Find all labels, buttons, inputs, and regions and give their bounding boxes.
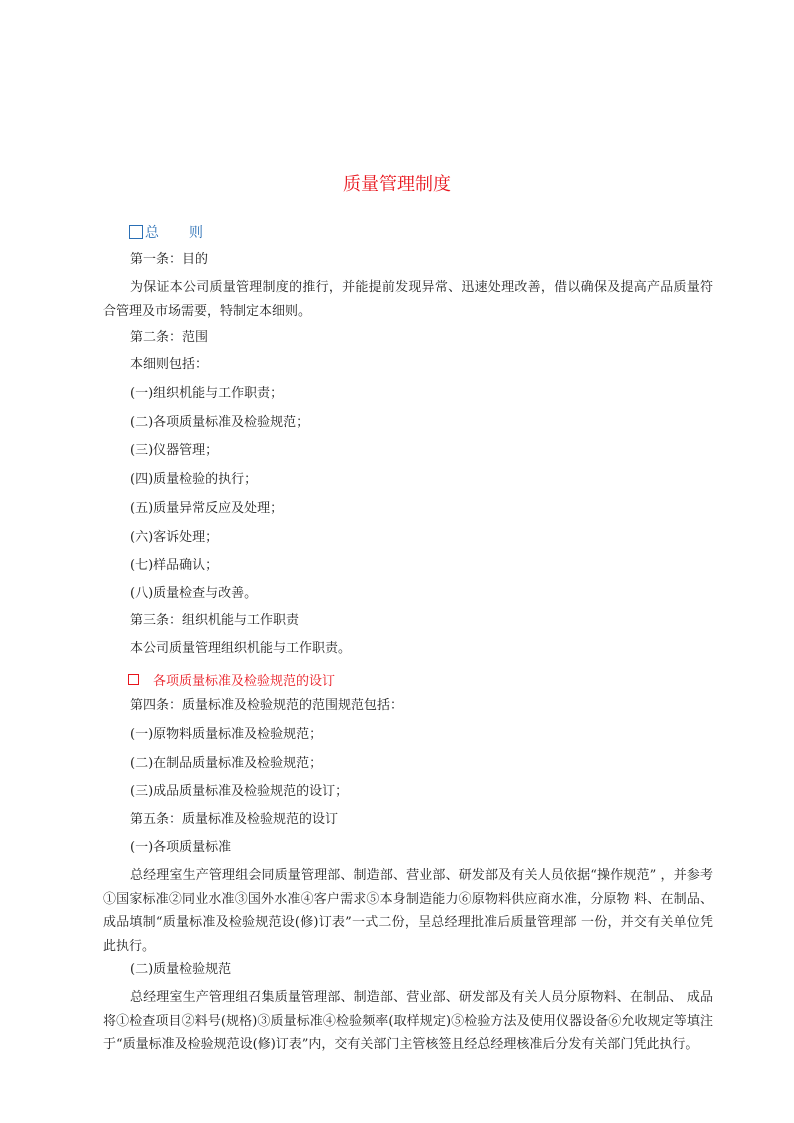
article-4: 第四条：质量标准及检验规范的范围规范包括： xyxy=(130,698,404,713)
scope-item: (三)仪器管理； xyxy=(130,443,219,458)
scope-item: (四)质量检验的执行； xyxy=(130,472,258,487)
article-4-item: (一)原物料质量标准及检验规范； xyxy=(130,727,323,742)
subsection-2: (二)质量检验规范 xyxy=(130,962,232,977)
scope-item: (二)各项质量标准及检验规范； xyxy=(130,415,310,430)
scope-item: (五)质量异常反应及处理； xyxy=(130,501,284,516)
section-heading-general xyxy=(129,222,203,242)
article-4-item: (二)在制品质量标准及检验规范； xyxy=(130,756,323,771)
section-heading-standards xyxy=(128,670,335,689)
article-3-text: 本公司质量管理组织机能与工作职责。 xyxy=(130,641,352,656)
scope-intro: 本细则包括： xyxy=(130,357,209,372)
paragraph-inspection: 总经理室生产管理组召集质量管理部、制造部、营业部、研发部及有关人员分原物料、在制品、 成品将①检查项目②料号(规格)③质量标准④检验频率(取样规定)⑤检验方法及使用仪器设备⑥允收规定等填注于“质量标准及检验规范设(修)订表”内，交有关部门主管核签且经总经理核准后分发有关部门凭此执行。 xyxy=(103,990,713,1052)
checkbox-icon xyxy=(129,225,143,239)
scope-item: (一)组织机能与工作职责； xyxy=(130,386,284,401)
scope-item: (八)质量检查与改善。 xyxy=(130,586,258,601)
article-4-item: (三)成品质量标准及检验规范的设订； xyxy=(130,784,349,799)
article-3: 第三条：组织机能与工作职责 xyxy=(130,613,300,628)
article-5: 第五条：质量标准及检验规范的设订 xyxy=(130,812,339,827)
checkbox-icon xyxy=(128,674,139,685)
heading-char: 总 xyxy=(145,225,159,241)
paragraph-purpose: 为保证本公司质量管理制度的推行，并能提前发现异常、迅速处理改善，借以确保及提高产品质量符合管理及市场需要，特制定本细则。 xyxy=(103,280,713,319)
article-1: 第一条：目的 xyxy=(130,252,209,267)
document-title: 质量管理制度 xyxy=(343,174,451,195)
article-2: 第二条：范围 xyxy=(130,330,209,345)
heading-text: 各项质量标准及检验规范的设订 xyxy=(153,674,336,689)
scope-item: (六)客诉处理； xyxy=(130,530,219,545)
subsection-1: (一)各项质量标准 xyxy=(130,840,232,855)
heading-char: 则 xyxy=(189,225,203,241)
scope-item: (七)样品确认； xyxy=(130,558,219,573)
paragraph-standards: 总经理室生产管理组会同质量管理部、制造部、营业部、研发部及有关人员依据“操作规范” ，并参考①国家标准②同业水准③国外水准④客户需求⑤本身制造能力⑥原物料供应商水准，分原物 料、在制品、成品填制“质量标准及检验规范设(修)订表”一式二份，呈总经理批准后质量管理部 一份，并交有关单位凭此执行。 xyxy=(103,868,713,954)
